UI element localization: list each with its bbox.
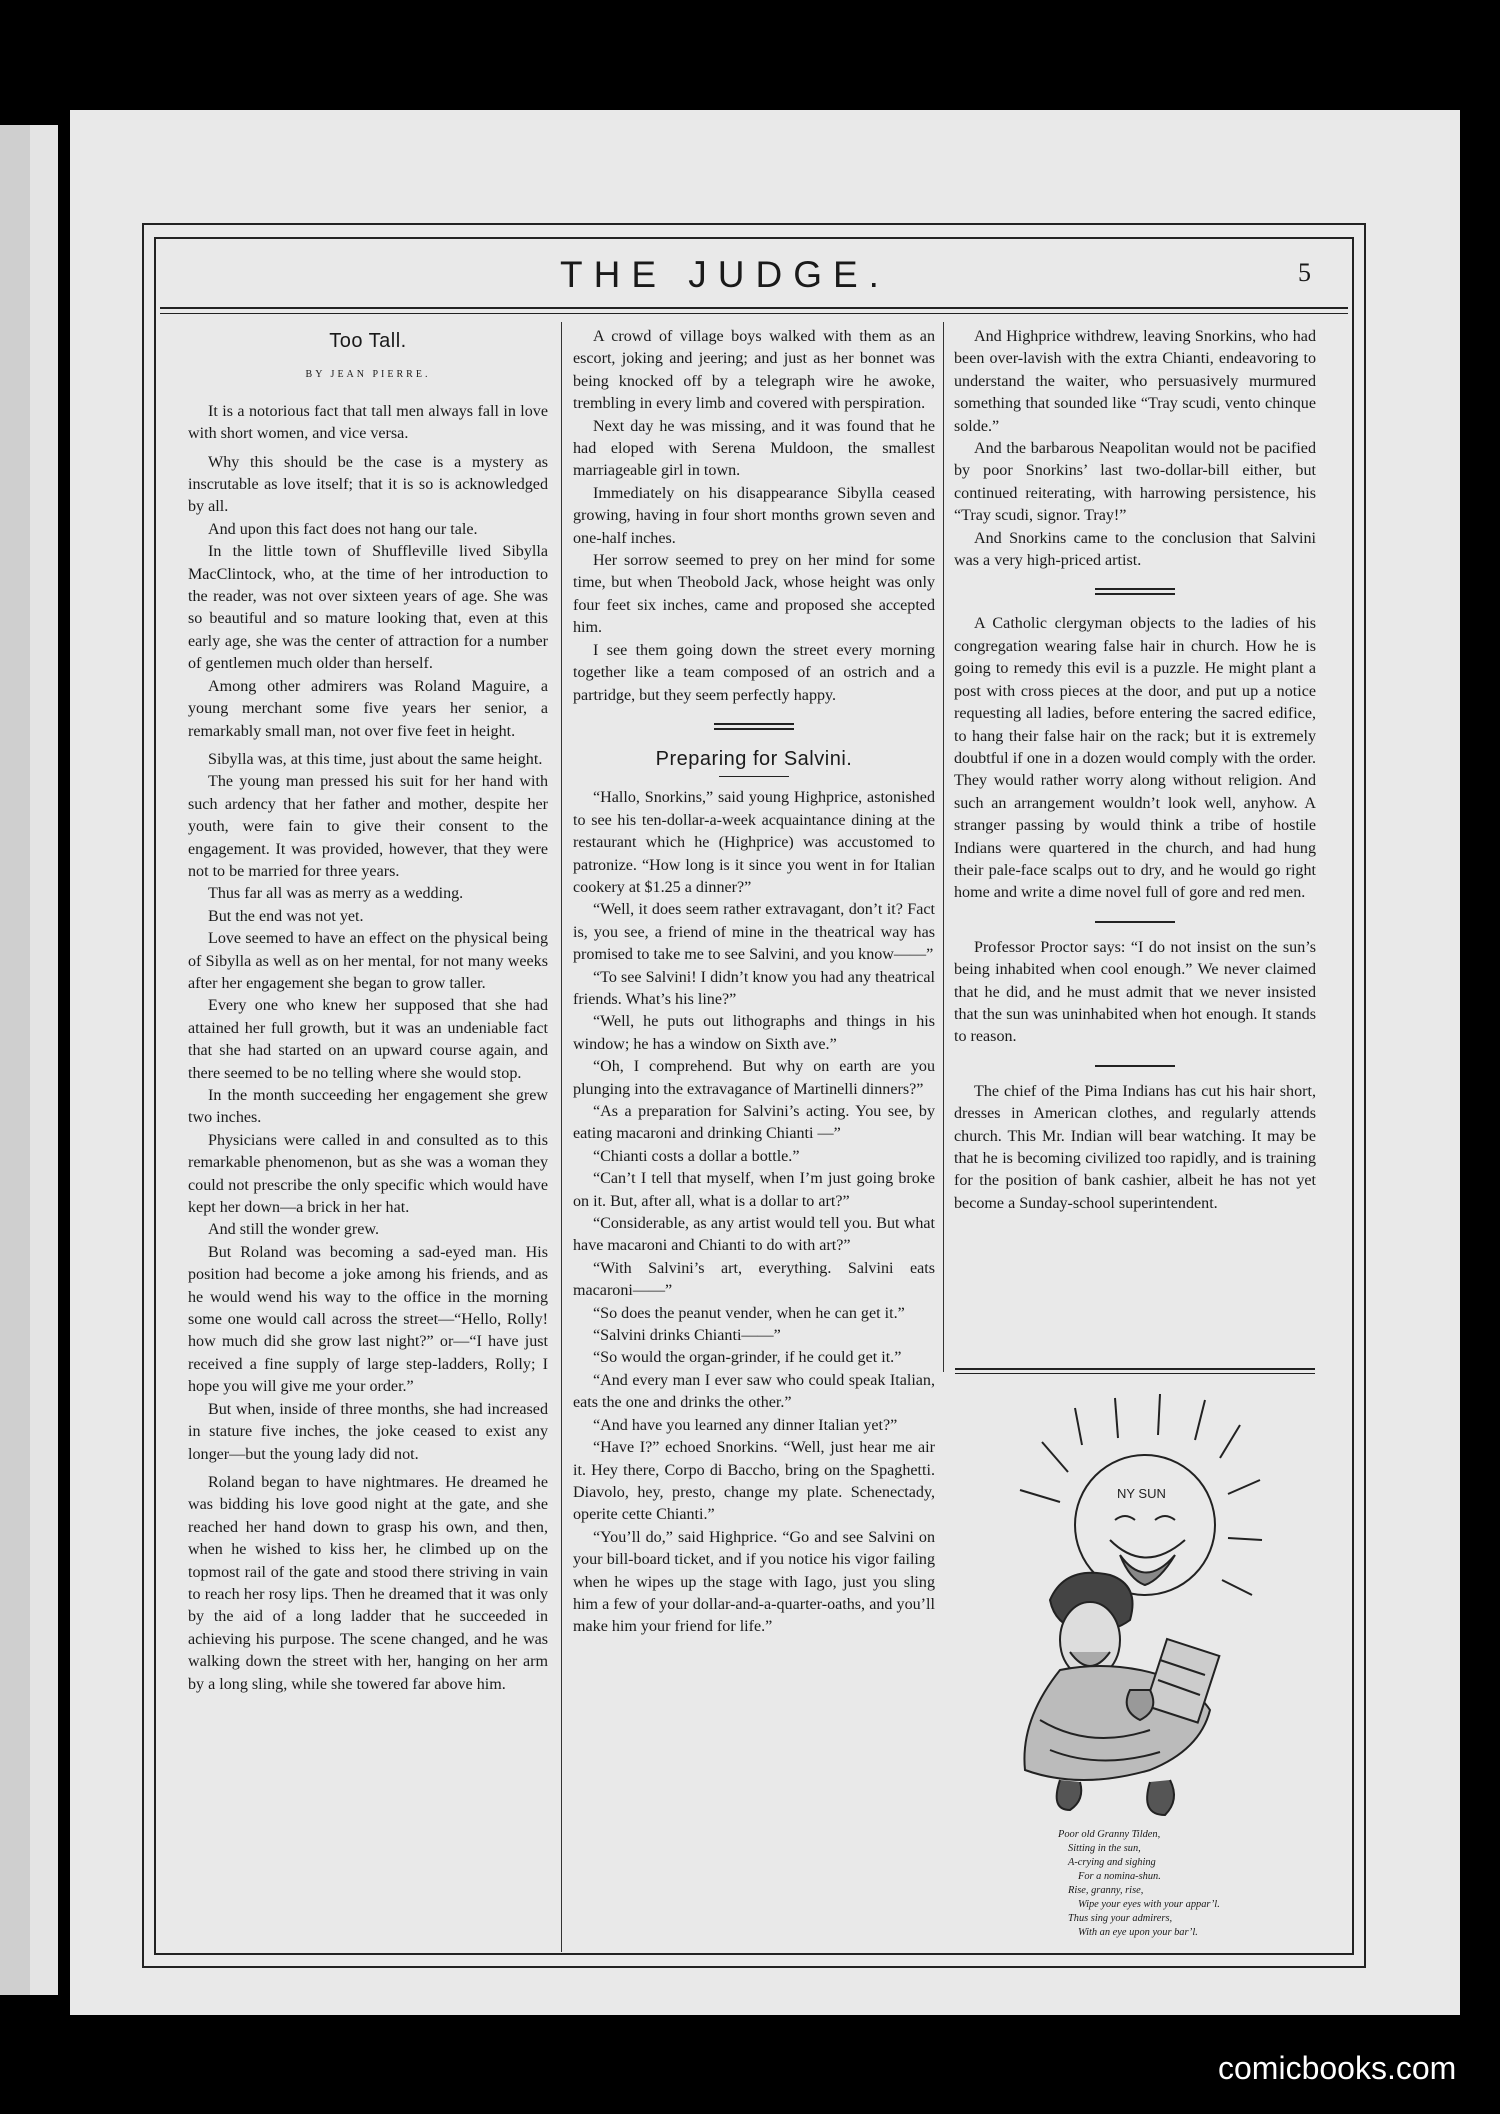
left-page-shadow (0, 125, 30, 1995)
column-1 (188, 326, 548, 1956)
paragraph: “So does the peanut vender, when he can get it.” (593, 1304, 905, 1322)
granny-figure (1024, 1573, 1219, 1815)
paragraph: It is a notorious fact that tall men always fall in love with short women, and vice versa. (188, 402, 548, 443)
caption-line: Rise, granny, rise, (1068, 1885, 1144, 1896)
paragraph: “You’ll do,” said Highprice. “Go and see Salvini on your bill-board ticket, and if you notice his vigor failing when he wipes up the stage with Iago, just you sling him a few of your dollar-and-a-quarter-oaths, and you’ll make him your friend for life.” (573, 1528, 935, 1636)
section-divider (1095, 1065, 1175, 1067)
caption-line: Wipe your eyes with your appar’l. (1078, 1899, 1220, 1910)
column-divider (561, 322, 562, 1952)
article-title-salvini: Preparing for Salvini. (655, 747, 853, 770)
paragraph: “And every man I ever saw who could speak Italian, eats the one and drinks the other.” (573, 1371, 935, 1412)
paragraph: But when, inside of three months, she had increased in stature five inches, the joke ceased to exist any longer—but the young lady did not. (188, 1400, 548, 1463)
paragraph: The young man pressed his suit for her hand with such ardency that her father and mother, despite her youth, were fain to give their consent to the engagement. It was provided, however, that they were not to be married for three years. (188, 773, 548, 880)
paragraph: “Salvini drinks Chianti——” (593, 1327, 781, 1345)
left-page-edge (0, 125, 58, 1995)
page-number: 5 (1298, 258, 1311, 287)
masthead-rule (160, 307, 1348, 309)
paragraph: But the end was not yet. (208, 907, 364, 925)
cartoon-illustration (990, 1390, 1290, 1830)
paragraph: In the month succeeding her engagement she grew two inches. (188, 1087, 548, 1127)
paragraph: Among other admirers was Roland Maguire, a young merchant some five years her senior, a remarkably small man, not over five feet in height. (188, 677, 548, 740)
cartoon-rule (955, 1368, 1315, 1370)
caption-line: With an eye upon your bar’l. (1078, 1927, 1198, 1938)
paragraph: Why this should be the case is a mystery as inscrutable as love itself; that it is so is acknowledged by all. (188, 453, 548, 516)
paragraph: “Hallo, Snorkins,” said young Highprice, astonished to see his ten-dollar-a-week acquaintance dining at the restaurant which he (Highprice) was accustomed to patronize. “How long is it since you went in for Italian cookery at $1.25 a dinner?” (573, 789, 935, 896)
paragraph: Every one who knew her supposed that she had attained her full growth, but it was an undeniable fact that she had started on an upward course again, and there seemed to be no telling where she would stop. (188, 997, 548, 1082)
section-divider (714, 723, 794, 730)
paragraph: Physicians were called in and consulted as to this remarkable phenomenon, but as she was a woman they could not prescribe the only specific which would have kept her down—a brick in her hat. (188, 1131, 548, 1217)
paragraph: Immediately on his disappearance Sibylla ceased growing, having in four short months grown seven and one-half inches. (573, 484, 935, 547)
paragraph: “Have I?” echoed Snorkins. “Well, just hear me air it. Hey there, Corpo di Baccho, bring on the Spaghetti. Diavolo, hey, presto, change my plate. Schenectady, operite cette Chianti.” (573, 1439, 935, 1524)
paragraph: “So would the organ-grinder, if he could get it.” (593, 1349, 902, 1367)
caption-line: Thus sing your admirers, (1068, 1913, 1173, 1924)
title-rule (719, 776, 789, 777)
caption-line: For a nomina-shun. (1078, 1871, 1161, 1882)
masthead-rule-thin (160, 313, 1348, 314)
paragraph: “Well, he puts out lithographs and things in his window; he has a window on Sixth ave.” (573, 1013, 935, 1053)
column-3 (954, 326, 1316, 1386)
paragraph: “As a preparation for Salvini’s acting. You see, by eating macaroni and drinking Chianti —” (573, 1103, 935, 1143)
paragraph: Her sorrow seemed to prey on her mind for some time, but when Theobold Jack, whose height was only four feet six inches, came and proposed she accepted him. (573, 552, 935, 637)
paragraph: “Chianti costs a dollar a bottle.” (593, 1147, 800, 1165)
watermark: comicbooks.com (1218, 2050, 1457, 2086)
paragraph-catholic: A Catholic clergyman objects to the ladies of his congregation wearing false hair in church. How he is going to remedy this evil is a puzzle. He might plant a post with cross pieces at the door, and put up a notice requesting all ladies, before entering the sacred edifice, to hang their false hair on the rack; but it is extremely doubtful if one in a dozen would comply with the order. They would rather worry along without religion. And such an arrangement wouldn’t look well, anyhow. A stranger passing by would think a tribe of hostile Indians were quartered in the church, and had hung their pale-face scalps out to dry, and he would go right home and write a dime novel full of gore and red men. (954, 615, 1316, 902)
column-divider (943, 322, 944, 1372)
paragraph: I see them going down the street every morning together like a team composed of an ostrich and a partridge, but they seem perfectly happy. (573, 641, 935, 704)
paragraph: Sibylla was, at this time, just about the same height. (208, 750, 543, 768)
paragraph: In the little town of Shuffleville lived Sibylla MacClintock, who, at the time of her introduction to the reader, was not over sixteen years of age. She was so beautiful and so mature looking that, even at this early age, she was the center of attraction for a number of gentlemen much older than herself. (188, 543, 548, 673)
paragraph: “And have you learned any dinner Italian yet?” (593, 1416, 898, 1434)
cartoon-rule-thin (955, 1373, 1315, 1374)
paragraph: “Oh, I comprehend. But why on earth are you plunging into the extravagance of Martinelli dinners?” (573, 1058, 935, 1098)
paragraph: Roland began to have nightmares. He dreamed he was bidding his love good night at the gate, and she reached her hand down to grasp his own, and then, when he wished to kiss her, he climbed up on the topmost rail of the gate and stood there striving in vain to reach her rosy lips. Then he dreamed that it was only by the aid of a long ladder that he succeeded in achieving his purpose. The scene changed, and he was walking down the street with her, hanging on her arm by a long sling, while she towered far above him. (188, 1473, 548, 1693)
paragraph: But Roland was becoming a sad-eyed man. His position had become a joke among his friends, and as he would wend his way to the office in the morning some one would call across the street—“Hello, Rolly! how much did she grow last night?” or—“I have just received a fine supply of large step-ladders, Rolly; I hope you will give me your order.” (188, 1243, 548, 1396)
paragraph: And upon this fact does not hang our tale. (208, 520, 478, 538)
sun-label: NY SUN (1117, 1486, 1166, 1501)
paragraph: “Well, it does seem rather extravagant, don’t it? Fact is, you see, a friend of mine in the theatrical way has promised to take me to see Salvini, and you know——” (573, 901, 935, 964)
paragraph: And Snorkins came to the conclusion that Salvini was a very high-priced artist. (954, 529, 1316, 570)
paragraph: And Highprice withdrew, leaving Snorkins, who had been over-lavish with the extra Chianti, endeavoring to understand the waiter, who persuasively murmured something that sounded like “Tray scudi, vento chinque solde.” (954, 328, 1316, 435)
caption-line: A-crying and sighing (1068, 1857, 1156, 1868)
paragraph: Next day he was missing, and it was found that he had eloped with Serena Muldoon, the smallest marriageable girl in town. (573, 417, 935, 480)
article-title-too-tall: Too Tall. (329, 330, 407, 352)
masthead-title: THE JUDGE. (560, 254, 890, 295)
paragraph: “Considerable, as any artist would tell you. But what have macaroni and Chianti to do with art?” (573, 1215, 935, 1255)
paragraph: “With Salvini’s art, everything. Salvini eats macaroni——” (573, 1259, 935, 1300)
paragraph-pima: The chief of the Pima Indians has cut his hair short, dresses in American clothes, and regularly attends church. This Mr. Indian will bear watching. It may be that he is becoming civilized too rapidly, and is training for the position of bank cashier, albeit he has not yet become a Sunday-school superintendent. (954, 1082, 1316, 1212)
column-2 (573, 326, 935, 1956)
byline: BY JEAN PIERRE. (305, 369, 431, 381)
article-body-too-tall (188, 401, 548, 1696)
paragraph: “Can’t I tell that myself, when I’m just going broke on it. But, after all, what is a dollar to art?” (573, 1170, 935, 1210)
paragraph: A crowd of village boys walked with them as an escort, joking and jeering; and just as her bonnet was being knocked off by a telegraph wire he awoke, trembling in every limb and covered with perspiration. (573, 328, 935, 413)
paragraph: Love seemed to have an effect on the physical being of Sibylla as well as on her mental, for not many weeks after her engagement she began to grow taller. (188, 930, 548, 992)
section-divider (1095, 588, 1175, 595)
section-divider (1095, 921, 1175, 923)
paragraph: And the barbarous Neapolitan would not be pacified by poor Snorkins’ last two-dollar-bill either, but continued reiterating, with harrowing persistence, his “Tray scudi, signor. Tray!” (954, 440, 1316, 525)
paragraph: Thus far all was as merry as a wedding. (208, 885, 464, 903)
paragraph: And still the wonder grew. (208, 1221, 380, 1239)
paragraph: “To see Salvini! I didn’t know you had any theatrical friends. What’s his line?” (573, 968, 935, 1008)
cartoon-caption (1058, 1828, 1308, 1940)
caption-line: Poor old Granny Tilden, (1058, 1829, 1161, 1840)
caption-line: Sitting in the sun, (1068, 1843, 1141, 1854)
paragraph-proctor: Professor Proctor says: “I do not insist on the sun’s being inhabited when cool enough.” We never claimed that he did, and he must admit that we never insisted that the sun was uninhabited when hot enough. It stands to reason. (954, 938, 1316, 1046)
